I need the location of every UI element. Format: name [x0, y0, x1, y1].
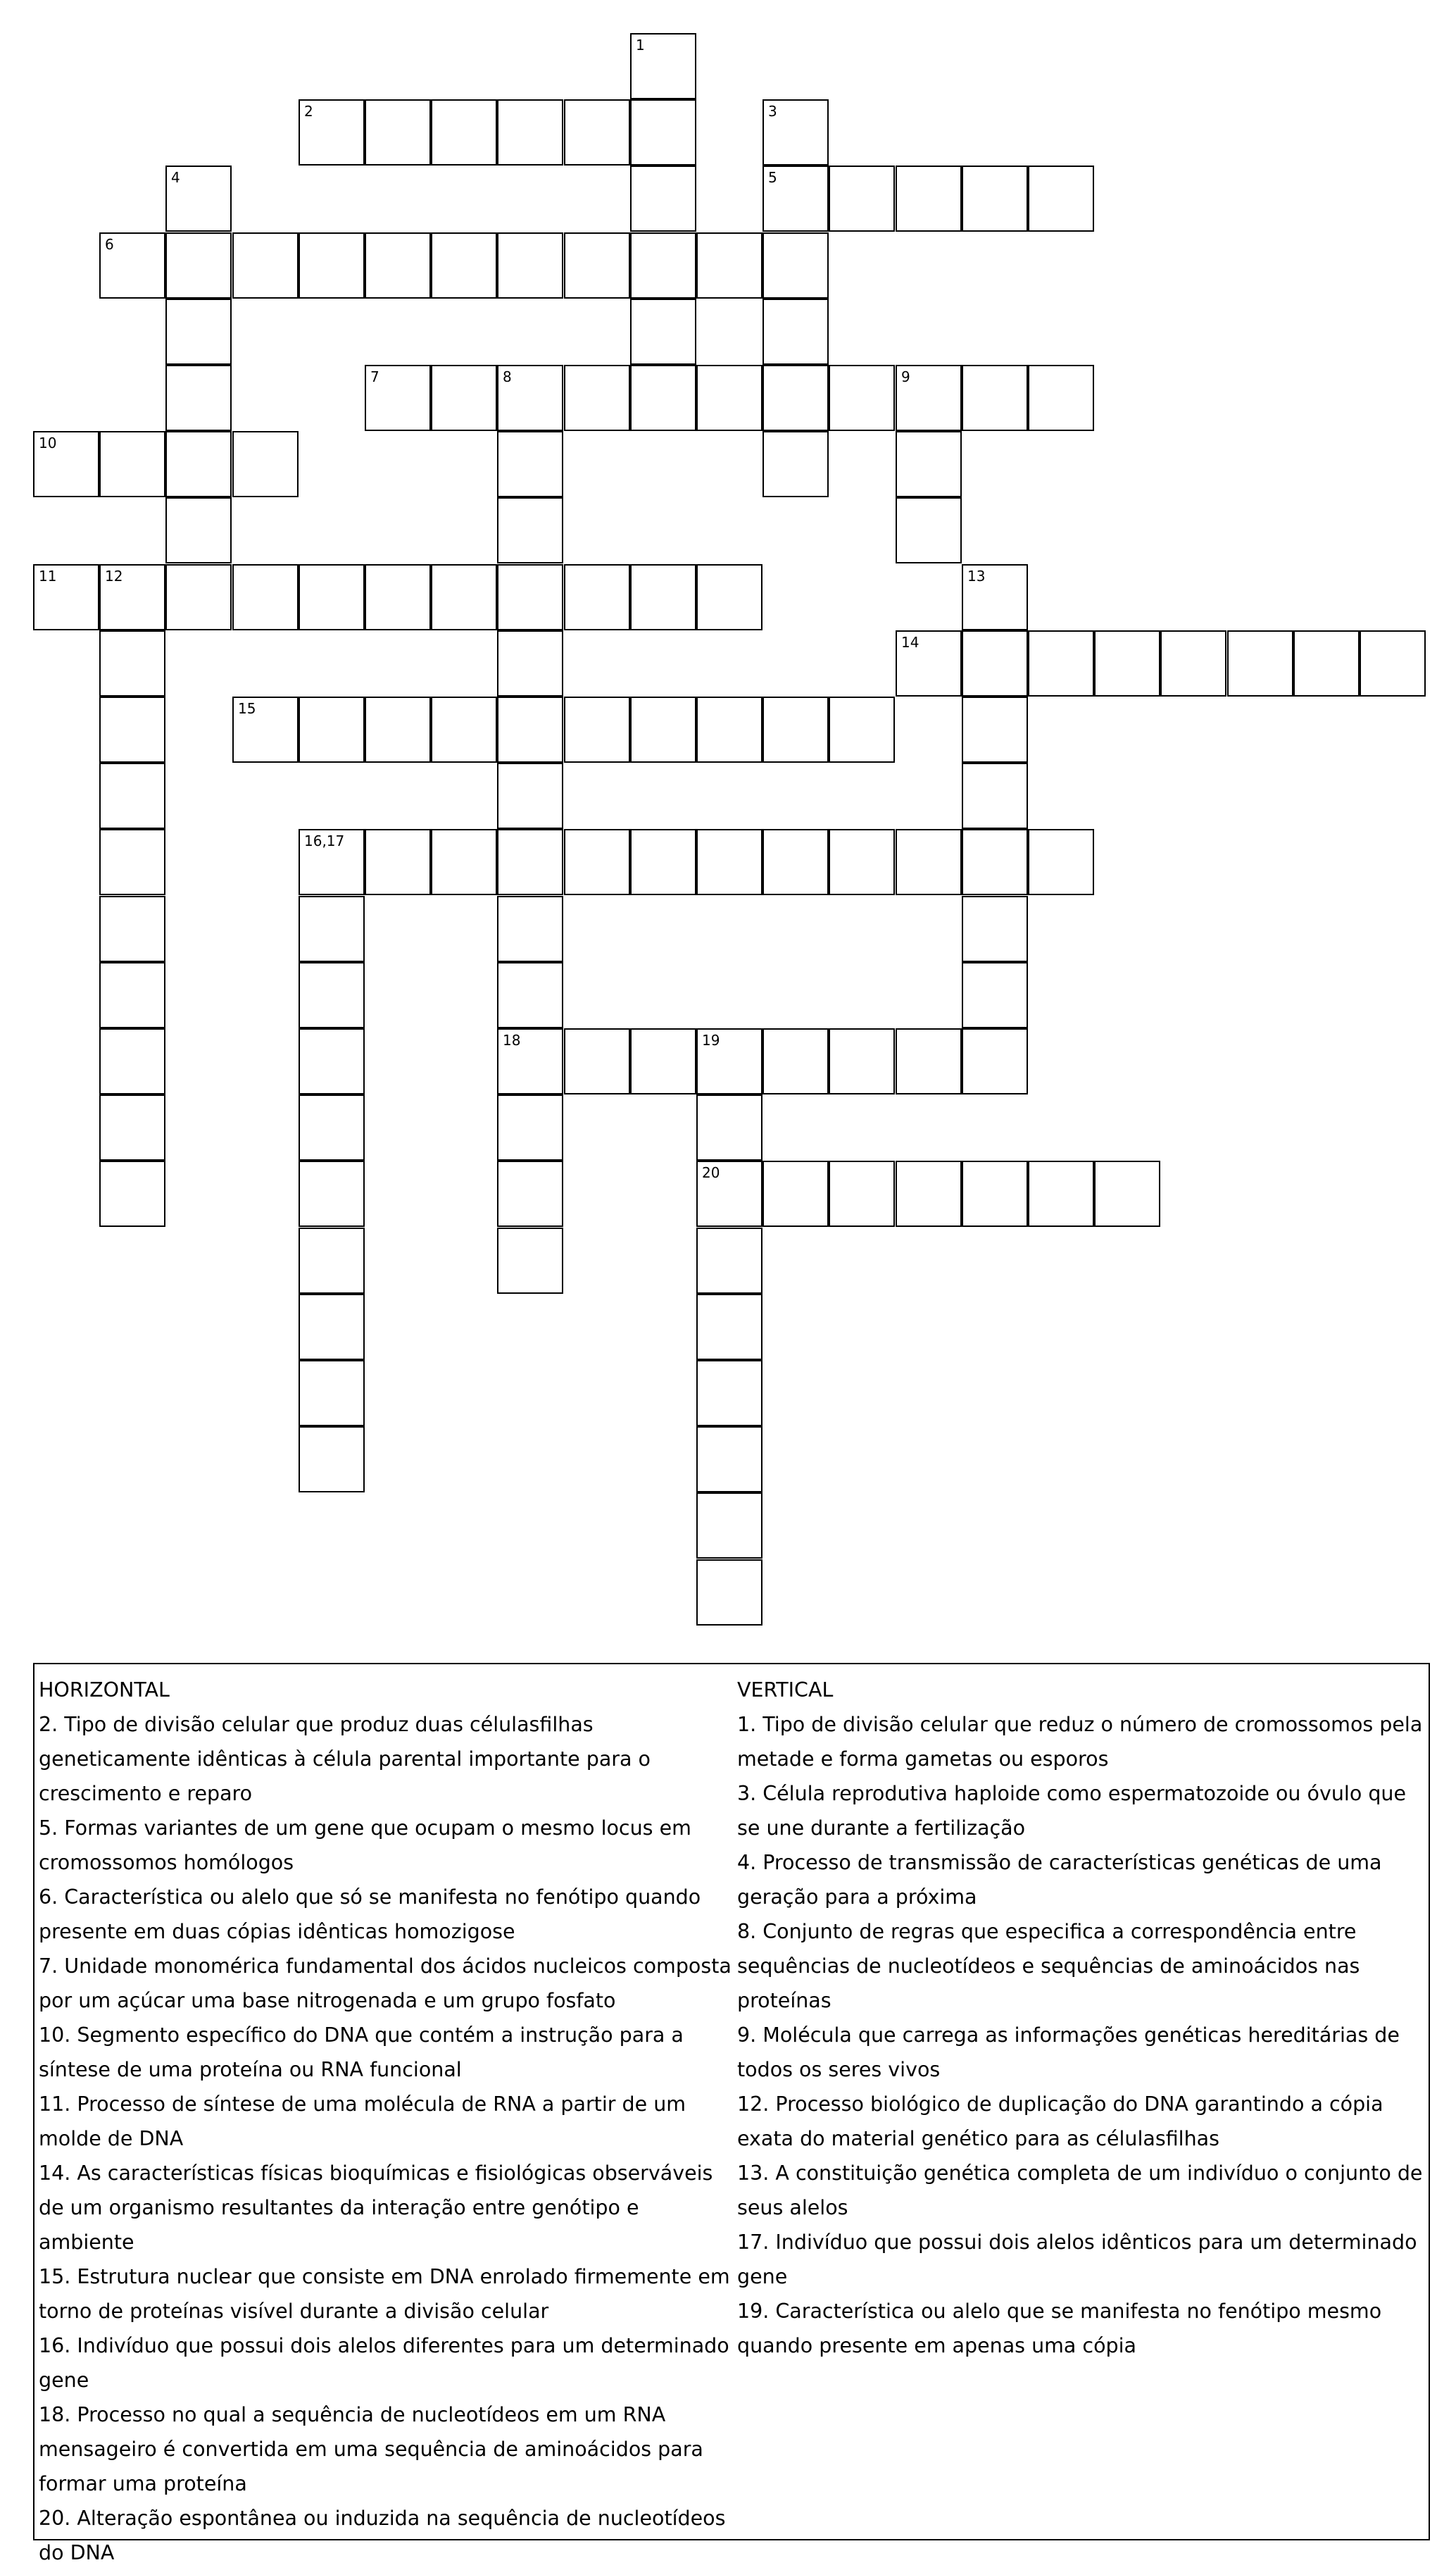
- clue-horizontal-5: 5. Formas variantes de um gene que ocupam o mesmo locus em cromossomos homólogos: [39, 1816, 691, 1874]
- crossword-cell[interactable]: [431, 564, 497, 630]
- clues-box: [33, 1663, 1430, 2564]
- crossword-cell[interactable]: [630, 232, 696, 299]
- crossword-cell[interactable]: [962, 630, 1028, 697]
- crossword-cell[interactable]: [829, 829, 895, 895]
- crossword-cell[interactable]: [99, 1094, 165, 1161]
- clue-vertical-4: 4. Processo de transmissão de características genéticas de uma geração para a próxima: [737, 1851, 1382, 1909]
- clue-vertical-17: 17. Indivíduo que possui dois alelos idênticos para um determinado gene: [737, 2231, 1417, 2288]
- crossword-cell[interactable]: [497, 1228, 563, 1294]
- crossword-cell[interactable]: [299, 232, 365, 299]
- vertical-heading: VERTICAL: [737, 1678, 834, 1702]
- crossword-cell[interactable]: [99, 431, 165, 497]
- crossword-cell[interactable]: [497, 962, 563, 1028]
- clue-number: 2: [304, 103, 313, 120]
- crossword-cell[interactable]: [232, 697, 299, 763]
- crossword-cell[interactable]: [829, 697, 895, 763]
- crossword-cell[interactable]: [696, 1559, 762, 1626]
- crossword-cell[interactable]: [962, 697, 1028, 763]
- crossword-cell[interactable]: [896, 829, 962, 895]
- crossword-cell[interactable]: [299, 1094, 365, 1161]
- crossword-cell[interactable]: [497, 829, 563, 895]
- clue-number: 13: [967, 568, 986, 585]
- crossword-cell[interactable]: [165, 232, 232, 299]
- crossword-cell[interactable]: [497, 1028, 563, 1094]
- crossword-cell[interactable]: [497, 763, 563, 829]
- clue-number: 9: [901, 368, 910, 385]
- crossword-cell[interactable]: [630, 33, 696, 99]
- crossword-cell[interactable]: [896, 431, 962, 497]
- crossword-cell[interactable]: [165, 431, 232, 497]
- crossword-cell[interactable]: [762, 431, 829, 497]
- crossword-cell[interactable]: [299, 1426, 365, 1492]
- crossword-cell[interactable]: [762, 99, 829, 166]
- crossword-cell[interactable]: [99, 1161, 165, 1227]
- crossword-cell[interactable]: [696, 697, 762, 763]
- clue-horizontal-15: 15. Estrutura nuclear que consiste em DNA enrolado firmemente em torno de proteínas visível durante a divisão celular: [39, 2265, 730, 2323]
- crossword-cell[interactable]: [630, 1028, 696, 1094]
- crossword-cell[interactable]: [365, 232, 431, 299]
- clue-horizontal-10: 10. Segmento específico do DNA que contém a instrução para a síntese de uma proteína ou RNA funcional: [39, 2023, 684, 2081]
- crossword-cell[interactable]: [299, 829, 365, 895]
- clue-number: 8: [503, 368, 512, 385]
- crossword-cell[interactable]: [165, 365, 232, 431]
- crossword-cell[interactable]: [497, 365, 563, 431]
- crossword-cell[interactable]: [99, 763, 165, 829]
- crossword-cell[interactable]: [696, 1426, 762, 1492]
- crossword-cell[interactable]: [630, 166, 696, 232]
- crossword-cell[interactable]: [497, 630, 563, 697]
- crossword-cell[interactable]: [762, 299, 829, 365]
- crossword-cell[interactable]: [497, 431, 563, 497]
- crossword-cell[interactable]: [299, 564, 365, 630]
- clue-horizontal-16: 16. Indivíduo que possui dois alelos diferentes para um determinado gene: [39, 2334, 729, 2392]
- crossword-cell[interactable]: [1028, 630, 1094, 697]
- crossword-cell[interactable]: [232, 232, 299, 299]
- crossword-cell[interactable]: [232, 431, 299, 497]
- crossword-cell[interactable]: [564, 232, 630, 299]
- crossword-cell[interactable]: [564, 697, 630, 763]
- crossword-cell[interactable]: [99, 829, 165, 895]
- crossword-cell[interactable]: [896, 1161, 962, 1227]
- crossword-cell[interactable]: [696, 232, 762, 299]
- crossword-cell[interactable]: [431, 697, 497, 763]
- crossword-cell[interactable]: [99, 1028, 165, 1094]
- clue-horizontal-7: 7. Unidade monomérica fundamental dos ácidos nucleicos composta por um açúcar uma base nitrogenada e um grupo fosfato: [39, 1954, 732, 2012]
- clue-vertical-13: 13. A constituição genética completa de um indivíduo o conjunto de seus alelos: [737, 2162, 1423, 2219]
- crossword-cell[interactable]: [299, 99, 365, 166]
- crossword-cell[interactable]: [299, 896, 365, 962]
- crossword-cell[interactable]: [829, 1028, 895, 1094]
- crossword-cell[interactable]: [829, 1161, 895, 1227]
- crossword-cell[interactable]: [696, 365, 762, 431]
- crossword-cell[interactable]: [299, 1360, 365, 1426]
- crossword-cell[interactable]: [165, 299, 232, 365]
- clue-horizontal-14: 14. As características físicas bioquímicas e fisiológicas observáveis de um organismo resultantes da interação entre genótipo e ambiente: [39, 2162, 713, 2254]
- crossword-cell[interactable]: [1028, 829, 1094, 895]
- crossword-cell[interactable]: [630, 564, 696, 630]
- crossword-cell[interactable]: [564, 99, 630, 166]
- crossword-cell[interactable]: [431, 829, 497, 895]
- crossword-cell[interactable]: [762, 697, 829, 763]
- crossword-cell[interactable]: [497, 232, 563, 299]
- crossword-cell[interactable]: [762, 365, 829, 431]
- horizontal-heading: HORIZONTAL: [39, 1678, 170, 1702]
- crossword-cell[interactable]: [1293, 630, 1360, 697]
- crossword-cell[interactable]: [1360, 630, 1426, 697]
- clue-number: 18: [503, 1032, 521, 1049]
- clue-horizontal-11: 11. Processo de síntese de uma molécula de RNA a partir de um molde de DNA: [39, 2092, 686, 2150]
- crossword-cell[interactable]: [299, 1161, 365, 1227]
- crossword-cell[interactable]: [696, 1028, 762, 1094]
- crossword-cell[interactable]: [365, 564, 431, 630]
- clue-vertical-12: 12. Processo biológico de duplicação do DNA garantindo a cópia exata do material genético para as célulasfilhas: [737, 2092, 1383, 2150]
- crossword-cell[interactable]: [762, 1028, 829, 1094]
- crossword-cell[interactable]: [299, 1294, 365, 1360]
- crossword-cell[interactable]: [962, 365, 1028, 431]
- crossword-cell[interactable]: [962, 564, 1028, 630]
- crossword-cell[interactable]: [33, 431, 99, 497]
- crossword-cell[interactable]: [165, 166, 232, 232]
- clue-number: 6: [105, 236, 114, 253]
- crossword-cell[interactable]: [696, 829, 762, 895]
- crossword-cell[interactable]: [497, 1161, 563, 1227]
- crossword-cell[interactable]: [99, 896, 165, 962]
- crossword-cell[interactable]: [696, 1228, 762, 1294]
- crossword-cell[interactable]: [497, 896, 563, 962]
- crossword-cell[interactable]: [99, 630, 165, 697]
- crossword-cell[interactable]: [896, 497, 962, 563]
- crossword-cell[interactable]: [365, 829, 431, 895]
- crossword-cell[interactable]: [365, 99, 431, 166]
- crossword-cell[interactable]: [564, 1028, 630, 1094]
- clue-vertical-3: 3. Célula reprodutiva haploide como espermatozoide ou óvulo que se une durante a fertilização: [737, 1782, 1407, 1840]
- crossword-cell[interactable]: [762, 829, 829, 895]
- crossword-cell[interactable]: [497, 564, 563, 630]
- clue-number: 20: [702, 1164, 720, 1181]
- crossword-cell[interactable]: [431, 365, 497, 431]
- clue-vertical-1: 1. Tipo de divisão celular que reduz o número de cromossomos pela metade e forma gametas ou esporos: [737, 1713, 1423, 1771]
- crossword-cell[interactable]: [962, 1161, 1028, 1227]
- crossword-cell[interactable]: [962, 829, 1028, 895]
- clue-vertical-8: 8. Conjunto de regras que especifica a correspondência entre sequências de nucleotídeos e sequências de aminoácidos nas proteínas: [737, 1920, 1360, 2012]
- crossword-cell[interactable]: [497, 497, 563, 563]
- crossword-cell[interactable]: [896, 166, 962, 232]
- crossword-cell[interactable]: [630, 365, 696, 431]
- clue-vertical-9: 9. Molécula que carrega as informações genéticas hereditárias de todos os seres vivos: [737, 2023, 1400, 2081]
- clue-number: 5: [768, 169, 777, 186]
- crossword-cell[interactable]: [630, 99, 696, 166]
- crossword-cell[interactable]: [1028, 1161, 1094, 1227]
- crossword-cell[interactable]: [696, 1492, 762, 1559]
- crossword-cell[interactable]: [431, 232, 497, 299]
- crossword-cell[interactable]: [1028, 365, 1094, 431]
- clue-horizontal-20: 20. Alteração espontânea ou induzida na sequência de nucleotídeos do DNA: [39, 2507, 726, 2564]
- crossword-cell[interactable]: [696, 1094, 762, 1161]
- crossword-cell[interactable]: [1028, 166, 1094, 232]
- crossword-cell[interactable]: [299, 697, 365, 763]
- crossword-cell[interactable]: [962, 962, 1028, 1028]
- horizontal-clues: [39, 1673, 736, 2570]
- clue-number: 19: [702, 1032, 720, 1049]
- crossword-cell[interactable]: [497, 697, 563, 763]
- vertical-clues: [737, 1673, 1427, 2363]
- crossword-cell[interactable]: [365, 365, 431, 431]
- crossword-cell[interactable]: [299, 1228, 365, 1294]
- crossword-cell[interactable]: [1160, 630, 1226, 697]
- crossword-cell[interactable]: [962, 763, 1028, 829]
- crossword-cell[interactable]: [99, 232, 165, 299]
- crossword-cell[interactable]: [232, 564, 299, 630]
- clue-number: 7: [370, 368, 379, 385]
- crossword-cell[interactable]: [165, 497, 232, 563]
- crossword-cell[interactable]: [1094, 630, 1160, 697]
- clue-horizontal-2: 2. Tipo de divisão celular que produz duas célulasfilhas geneticamente idênticas à célula parental importante para o crescimento e reparo: [39, 1713, 651, 1805]
- clue-number: 11: [39, 568, 57, 585]
- clue-number: 15: [238, 700, 256, 717]
- clue-number: 10: [39, 435, 57, 451]
- crossword-cell[interactable]: [829, 166, 895, 232]
- crossword-cell[interactable]: [762, 1161, 829, 1227]
- clue-vertical-19: 19. Característica ou alelo que se manifesta no fenótipo mesmo quando presente em apenas uma cópia: [737, 2300, 1382, 2357]
- clue-number: 4: [171, 169, 180, 186]
- clue-number: 12: [105, 568, 123, 585]
- clue-number: 16,17: [304, 832, 345, 849]
- crossword-cell[interactable]: [762, 232, 829, 299]
- crossword-cell[interactable]: [564, 829, 630, 895]
- crossword-cell[interactable]: [696, 564, 762, 630]
- clue-number: 3: [768, 103, 777, 120]
- clue-number: 1: [636, 37, 645, 54]
- crossword-cell[interactable]: [762, 166, 829, 232]
- crossword-cell[interactable]: [829, 365, 895, 431]
- crossword-cell[interactable]: [497, 99, 563, 166]
- crossword-cell[interactable]: [896, 630, 962, 697]
- crossword-cell[interactable]: [431, 99, 497, 166]
- crossword-cell[interactable]: [896, 365, 962, 431]
- crossword-cell[interactable]: [962, 166, 1028, 232]
- crossword-cell[interactable]: [564, 365, 630, 431]
- crossword-cell[interactable]: [299, 962, 365, 1028]
- crossword-cell[interactable]: [630, 697, 696, 763]
- crossword-cell[interactable]: [696, 1294, 762, 1360]
- crossword-cell[interactable]: [1094, 1161, 1160, 1227]
- crossword-cell[interactable]: [630, 829, 696, 895]
- crossword-cell[interactable]: [696, 1161, 762, 1227]
- crossword-cell[interactable]: [165, 564, 232, 630]
- clue-horizontal-6: 6. Característica ou alelo que só se manifesta no fenótipo quando presente em duas cópias idênticas homozigose: [39, 1885, 701, 1943]
- crossword-cell[interactable]: [99, 564, 165, 630]
- clue-number: 14: [901, 634, 920, 651]
- clue-horizontal-18: 18. Processo no qual a sequência de nucleotídeos em um RNA mensageiro é convertida em uma sequência de aminoácidos para formar uma proteína: [39, 2403, 703, 2495]
- crossword-cell[interactable]: [1227, 630, 1293, 697]
- crossword-cell[interactable]: [299, 1028, 365, 1094]
- crossword-cell[interactable]: [696, 1360, 762, 1426]
- crossword-cell[interactable]: [962, 896, 1028, 962]
- crossword-cell[interactable]: [365, 697, 431, 763]
- crossword-cell[interactable]: [962, 1028, 1028, 1094]
- crossword-cell[interactable]: [33, 564, 99, 630]
- crossword-cell[interactable]: [896, 1028, 962, 1094]
- crossword-cell[interactable]: [497, 1094, 563, 1161]
- crossword-cell[interactable]: [99, 697, 165, 763]
- crossword-cell[interactable]: [630, 299, 696, 365]
- crossword-cell[interactable]: [99, 962, 165, 1028]
- crossword-cell[interactable]: [564, 564, 630, 630]
